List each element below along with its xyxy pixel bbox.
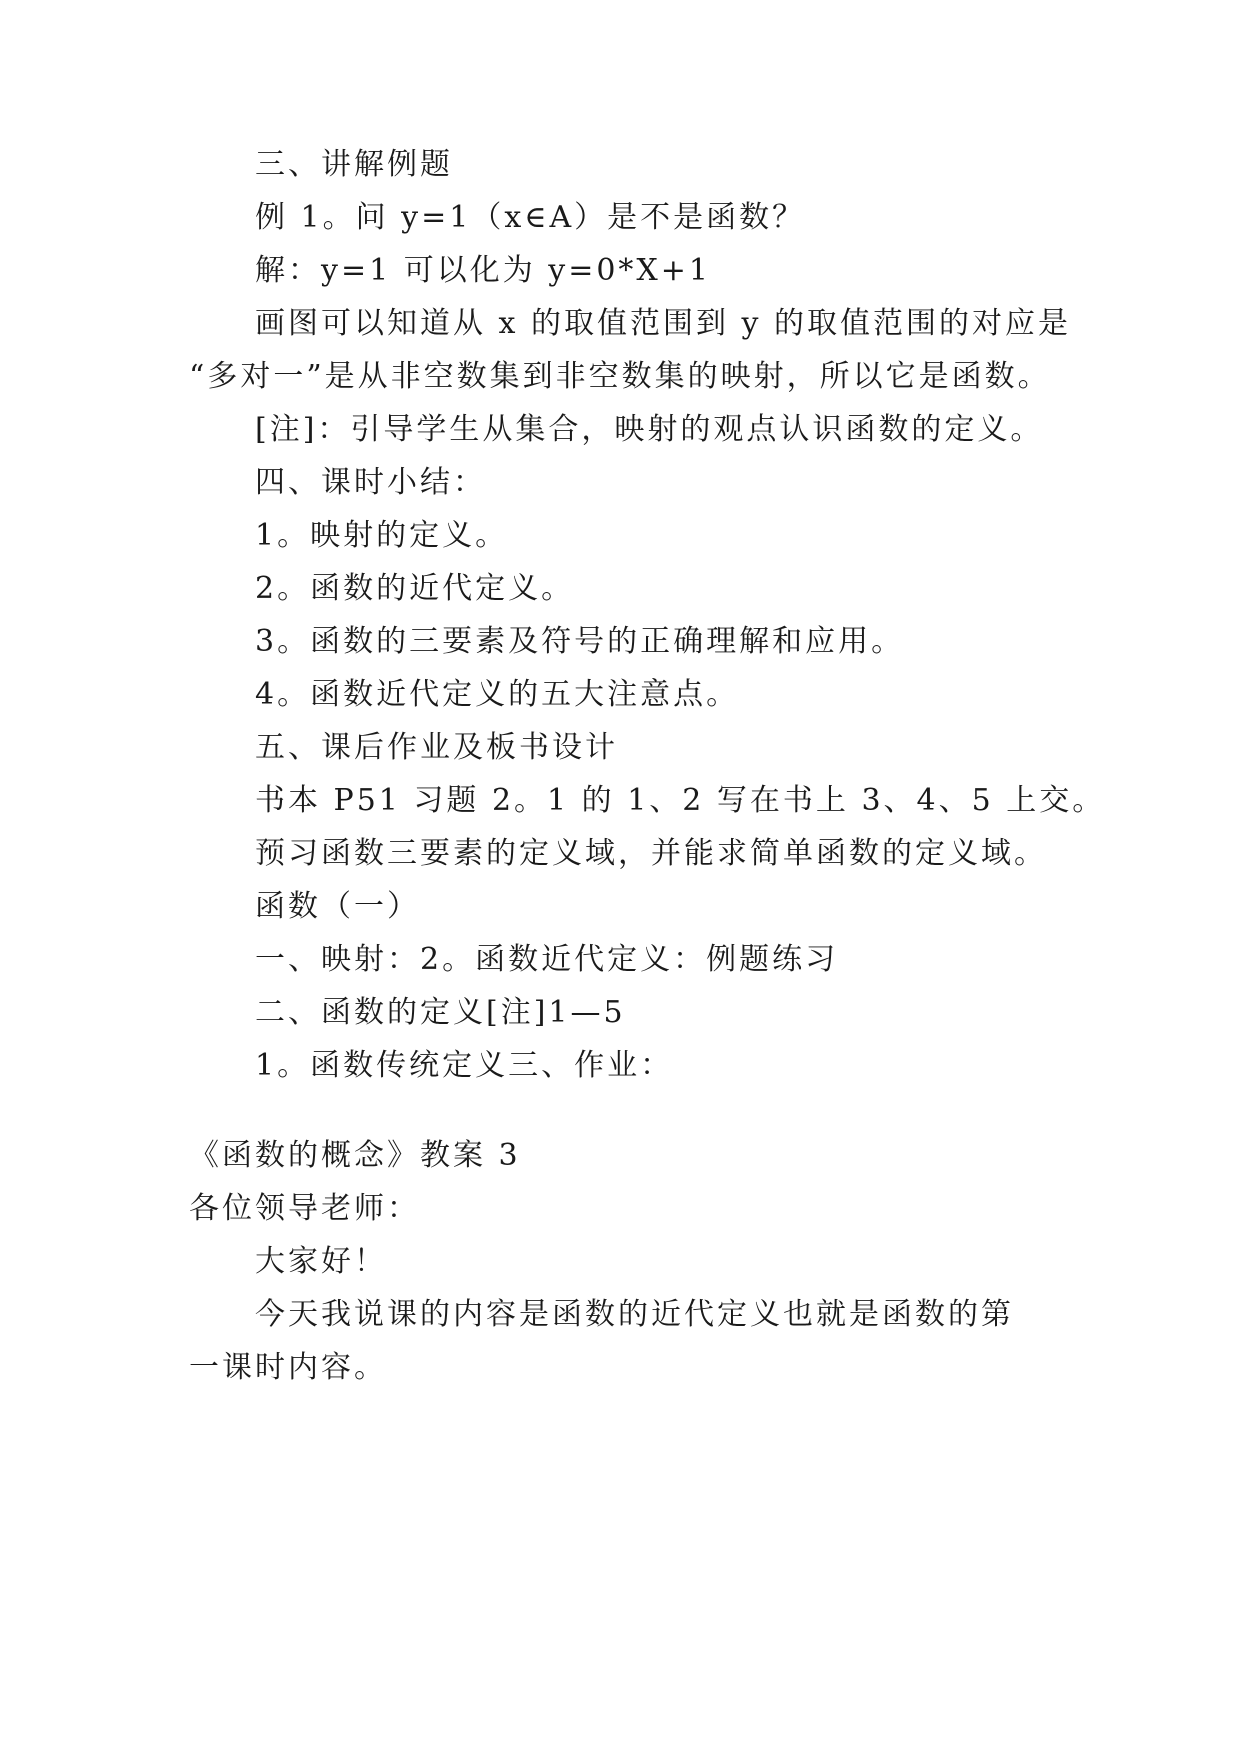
summary-item-4: 4。函数近代定义的五大注意点。 (255, 677, 740, 712)
board-line-3: 1。函数传统定义三、作业： (255, 1048, 674, 1083)
homework-line-1: 书本 P51 习题 2。1 的 1、2 写在书上 3、4、5 上交。 (255, 783, 1106, 818)
intro-line-2: 一课时内容。 (189, 1350, 387, 1385)
lesson-title: 《函数的概念》教案 3 (189, 1138, 521, 1173)
example-1-question: 例 1。问 y=1（x∈A）是不是函数？ (255, 200, 806, 235)
explanation-line-2: “多对一”是从非空数集到非空数集的映射，所以它是函数。 (189, 359, 1051, 394)
heading-examples: 三、讲解例题 (255, 147, 453, 182)
heading-summary: 四、课时小结： (255, 465, 486, 500)
summary-item-3: 3。函数的三要素及符号的正确理解和应用。 (255, 624, 905, 659)
summary-item-2: 2。函数的近代定义。 (255, 571, 575, 606)
heading-homework: 五、课后作业及板书设计 (255, 730, 618, 765)
board-line-1: 一、映射：2。函数近代定义：例题练习 (255, 942, 839, 977)
board-line-2: 二、函数的定义[注]1—5 (255, 995, 626, 1030)
note-line: [注]：引导学生从集合，映射的观点认识函数的定义。 (255, 412, 1044, 447)
board-title: 函数（一） (255, 889, 420, 924)
summary-item-1: 1。映射的定义。 (255, 518, 509, 553)
explanation-line-1: 画图可以知道从 x 的取值范围到 y 的取值范围的对应是 (255, 306, 1072, 341)
intro-line-1: 今天我说课的内容是函数的近代定义也就是函数的第 (255, 1297, 1014, 1332)
homework-line-2: 预习函数三要素的定义域，并能求简单函数的定义域。 (255, 836, 1047, 871)
example-1-solution: 解：y=1 可以化为 y=0*X+1 (255, 253, 711, 288)
greeting: 大家好！ (255, 1244, 387, 1279)
salutation: 各位领导老师： (189, 1191, 420, 1226)
